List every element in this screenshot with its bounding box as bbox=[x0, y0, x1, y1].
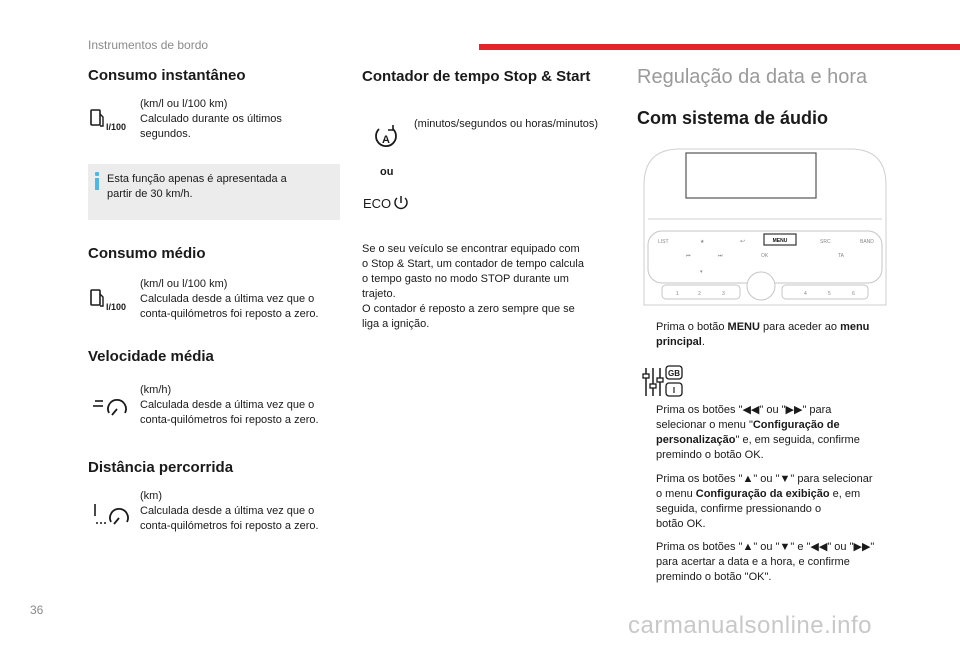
text-line: Esta função apenas é apresentada a bbox=[107, 173, 287, 185]
text-line: segundos. bbox=[140, 128, 191, 140]
text-run: Prima o botão bbox=[656, 321, 728, 333]
info-text bbox=[107, 172, 335, 202]
bullet-marker-icon bbox=[638, 403, 656, 463]
prev-button: ⏮ bbox=[686, 253, 691, 259]
text-line: Calculada desde a última vez que o bbox=[140, 399, 315, 411]
menu-button: MENU bbox=[772, 238, 788, 244]
bullet-marker-icon bbox=[638, 540, 656, 585]
ok-button: OK bbox=[761, 253, 769, 259]
gb-label: GB bbox=[668, 369, 680, 378]
audio-panel-illustration bbox=[640, 145, 890, 315]
watermark: carmanualsonline.info bbox=[628, 612, 872, 639]
consumo-instantaneo-text bbox=[140, 97, 340, 142]
eco-letters: ECO bbox=[363, 196, 392, 211]
text-line: Se o seu veículo se encontrar equipado com bbox=[362, 243, 580, 255]
fuel-icon-label: l/100 bbox=[106, 302, 127, 312]
text-line: conta-quilómetros foi reposto a zero. bbox=[140, 308, 319, 320]
page-number: 36 bbox=[30, 603, 44, 617]
preset-6: 6 bbox=[852, 291, 855, 297]
list-button: LIST bbox=[658, 239, 669, 245]
text-run: . bbox=[701, 336, 705, 348]
section-title-regulacao: Regulação da data e hora bbox=[637, 66, 868, 88]
down-button: ▾ bbox=[700, 269, 703, 275]
instruction-bullet-1 bbox=[638, 320, 893, 350]
section-subtitle-audio: Com sistema de áudio bbox=[637, 108, 829, 128]
stop-start-a-icon bbox=[373, 123, 399, 153]
bold-text: principal bbox=[656, 336, 702, 348]
velocidade-media-text bbox=[140, 383, 340, 428]
text-run: Prima os botões "▲" ou "▼" e "◀◀" ou "▶▶" para acertar a data e a hora, e confirme premindo o botão "OK". bbox=[656, 541, 875, 583]
ta-button: TA bbox=[838, 253, 845, 259]
bullet-text bbox=[656, 540, 874, 585]
text-line: conta-quilómetros foi reposto a zero. bbox=[140, 520, 319, 532]
fuel-icon-label: l/100 bbox=[106, 122, 127, 132]
fuel-consumption-icon bbox=[89, 288, 131, 314]
fuel-consumption-icon bbox=[89, 108, 131, 134]
bold-text: Configuração da exibição bbox=[695, 488, 830, 500]
text-line: (km/l ou l/100 km) bbox=[140, 98, 228, 110]
src-button: SRC bbox=[820, 239, 831, 245]
bold-text: Configuração de personalização bbox=[656, 419, 840, 446]
bullet-text bbox=[656, 472, 873, 532]
bullet-marker-icon bbox=[638, 320, 656, 350]
instruction-bullet-2 bbox=[638, 403, 893, 463]
text-run: e, em seguida, confirme pressionando o botão OK. bbox=[656, 488, 861, 530]
page-header-title: Instrumentos de bordo bbox=[88, 38, 209, 52]
instruction-bullet-3 bbox=[638, 472, 893, 532]
text-line: Calculada desde a última vez que o bbox=[140, 505, 315, 517]
section-title-consumo-instantaneo: Consumo instantâneo bbox=[88, 67, 246, 84]
settings-language-icon bbox=[640, 364, 686, 398]
text-line: Calculado durante os últimos bbox=[140, 113, 282, 125]
bullet-text bbox=[656, 403, 860, 463]
header-red-bar bbox=[479, 44, 960, 50]
text-line: liga a ignição. bbox=[362, 318, 430, 330]
distance-icon bbox=[93, 502, 133, 528]
distancia-text bbox=[140, 489, 340, 534]
band-button: BAND bbox=[860, 239, 874, 245]
bold-text: MENU bbox=[727, 321, 760, 333]
info-icon bbox=[94, 172, 100, 190]
speedometer-icon bbox=[93, 395, 133, 419]
section-title-velocidade-media: Velocidade média bbox=[88, 348, 214, 365]
back-button: ↩ bbox=[740, 239, 746, 245]
text-line: trajeto. bbox=[362, 288, 396, 300]
text-line: (km/l ou l/100 km) bbox=[140, 278, 228, 290]
text-line: (km/h) bbox=[140, 384, 172, 396]
i-label: I bbox=[672, 386, 676, 395]
text-line: (km) bbox=[140, 490, 162, 502]
eco-timer-icon bbox=[363, 194, 409, 212]
section-title-stop-start: Contador de tempo Stop & Start bbox=[362, 68, 591, 85]
bold-text: menu bbox=[840, 321, 870, 333]
text-run: para aceder ao bbox=[759, 321, 841, 333]
text-run: Prima os botões "▲" ou "▼" para selecionar o menu bbox=[656, 473, 873, 500]
preset-4: 4 bbox=[804, 291, 807, 297]
text-line: o tempo gasto no modo STOP durante um bbox=[362, 273, 569, 285]
bullet-text bbox=[656, 320, 869, 350]
text-run: " e, em seguida, confirme premindo o botão OK. bbox=[656, 434, 860, 461]
preset-3: 3 bbox=[722, 291, 725, 297]
text-line: partir de 30 km/h. bbox=[107, 188, 193, 200]
section-title-distancia: Distância percorrida bbox=[88, 459, 234, 476]
section-title-consumo-medio: Consumo médio bbox=[88, 245, 206, 262]
text-line: O contador é reposto a zero sempre que se bbox=[362, 303, 575, 315]
preset-1: 1 bbox=[676, 291, 679, 297]
text-run: Prima os botões "◀◀" ou "▶▶" para selecionar o menu " bbox=[656, 404, 832, 431]
favorite-button: ★ bbox=[700, 239, 705, 245]
text-line: o Stop & Start, um contador de tempo calcula bbox=[362, 258, 584, 270]
preset-2: 2 bbox=[698, 291, 701, 297]
instruction-bullet-4 bbox=[638, 540, 893, 585]
text-line: conta-quilómetros foi reposto a zero. bbox=[140, 414, 319, 426]
stop-start-a-letter: A bbox=[382, 134, 390, 146]
consumo-medio-text bbox=[140, 277, 340, 322]
or-label: ou bbox=[380, 166, 394, 178]
bullet-marker-icon bbox=[638, 472, 656, 532]
preset-5: 5 bbox=[828, 291, 831, 297]
stop-start-units: (minutos/segundos ou horas/minutos) bbox=[414, 118, 599, 130]
text-line: Calculada desde a última vez que o bbox=[140, 293, 315, 305]
stop-start-text bbox=[362, 242, 612, 332]
next-button: ⏭ bbox=[718, 253, 723, 259]
